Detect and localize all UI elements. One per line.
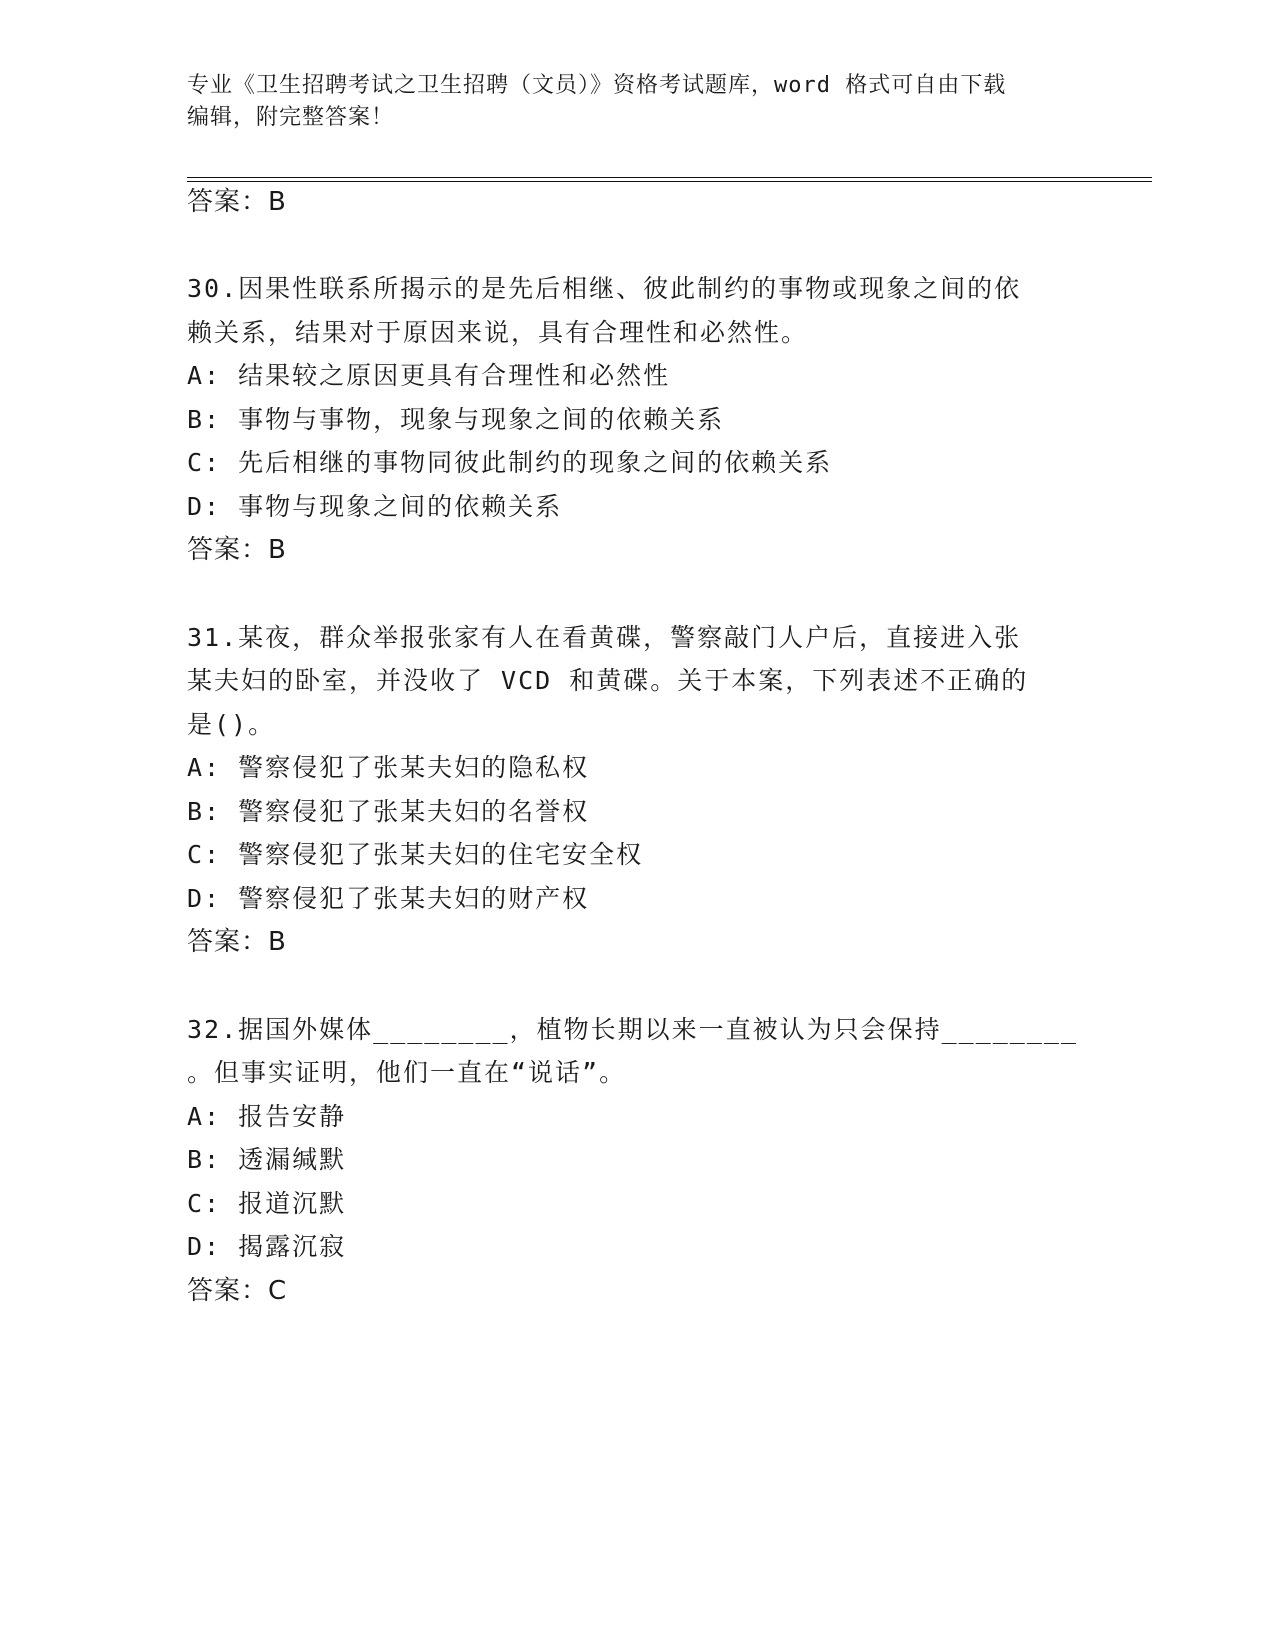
question-32-option-d: D: 揭露沉寂 — [187, 1232, 347, 1261]
question-30-option-a: A: 结果较之原因更具有合理性和必然性 — [187, 361, 671, 390]
question-31-stem-line-1: 31.某夜，群众举报张家有人在看黄碟，警察敲门人户后，直接进入张 — [187, 623, 1022, 652]
header-divider — [187, 177, 1152, 182]
question-32-answer: 答案：C — [187, 1276, 288, 1306]
answer-previous: 答案：B — [187, 187, 287, 217]
question-31-answer: 答案：B — [187, 927, 287, 957]
question-30-option-d: D: 事物与现象之间的依赖关系 — [187, 492, 563, 521]
question-32-stem-line-2: 。但事实证明，他们一直在“说话”。 — [187, 1058, 627, 1087]
question-30-stem-line-2: 赖关系，结果对于原因来说，具有合理性和必然性。 — [187, 318, 809, 347]
question-31-option-a: A: 警察侵犯了张某夫妇的隐私权 — [187, 753, 590, 782]
question-32-stem-line-1: 32.据国外媒体________，植物长期以来一直被认为只会保持________ — [187, 1015, 1078, 1044]
question-30-option-c: C: 先后相继的事物同彼此制约的现象之间的依赖关系 — [187, 448, 833, 477]
question-32-option-b: B: 透漏缄默 — [187, 1145, 347, 1174]
document-header — [187, 70, 1087, 134]
question-30-option-b: B: 事物与事物，现象与现象之间的依赖关系 — [187, 405, 725, 434]
question-31-option-c: C: 警察侵犯了张某夫妇的住宅安全权 — [187, 840, 644, 869]
question-31-option-b: B: 警察侵犯了张某夫妇的名誉权 — [187, 797, 590, 826]
question-31-option-d: D: 警察侵犯了张某夫妇的财产权 — [187, 884, 590, 913]
header-line-2: 编辑，附完整答案！ — [187, 105, 395, 130]
question-32-option-c: C: 报道沉默 — [187, 1189, 347, 1218]
question-31-stem-line-2: 某夫妇的卧室，并没收了 VCD 和黄碟。关于本案，下列表述不正确的 — [187, 666, 1029, 695]
header-line-1: 专业《卫生招聘考试之卫生招聘（文员）》资格考试题库，word 格式可自由下载 — [187, 73, 1007, 98]
question-30-answer: 答案：B — [187, 535, 287, 565]
question-30-stem-line-1: 30.因果性联系所揭示的是先后相继、彼此制约的事物或现象之间的依 — [187, 274, 1022, 303]
question-32-option-a: A: 报告安静 — [187, 1102, 347, 1131]
question-31-stem-line-3: 是()。 — [187, 710, 276, 739]
